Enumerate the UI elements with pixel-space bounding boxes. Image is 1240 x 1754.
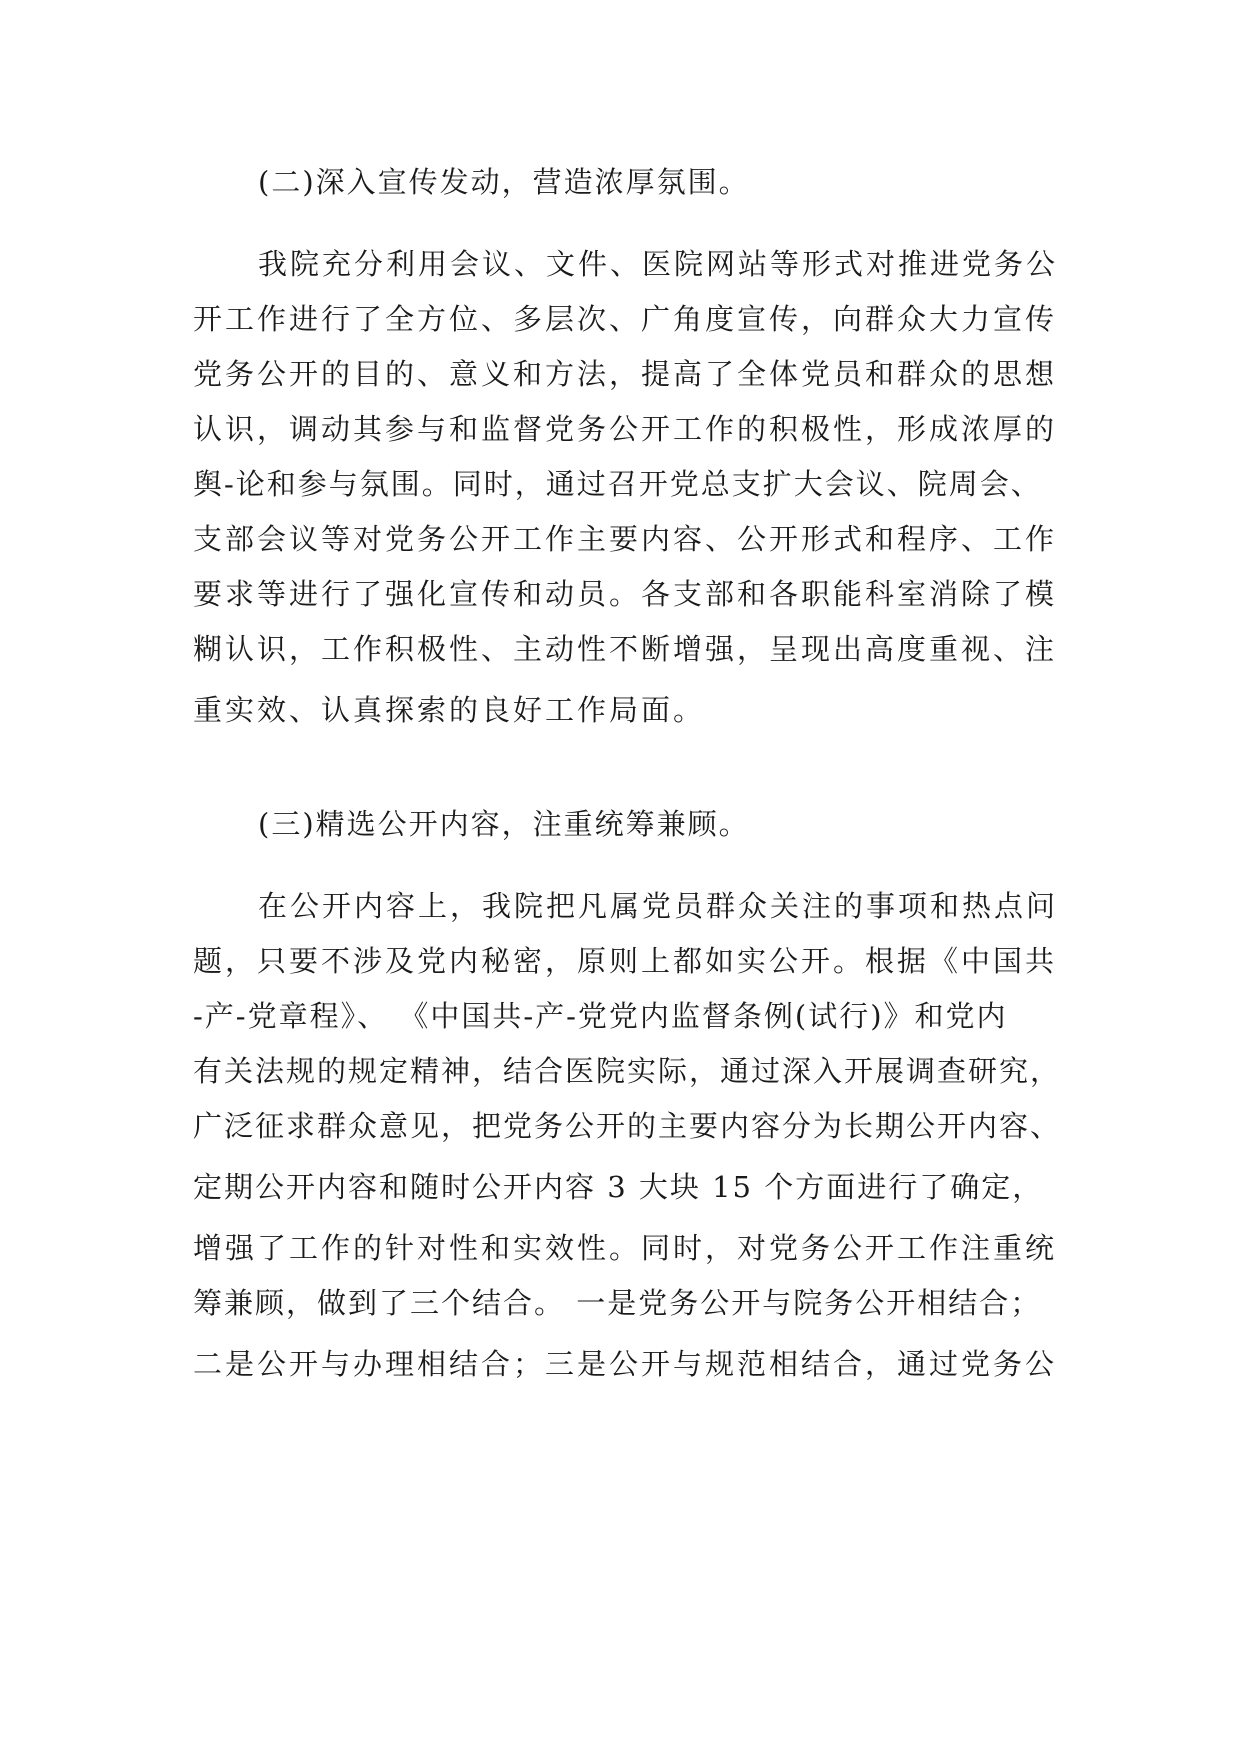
paragraph-line: 党务公开的目的、意义和方法，提高了全体党员和群众的思想 bbox=[193, 357, 1058, 391]
paragraph-line: -产-党章程》、 《中国共-产-党党内监督条例(试行)》和党内 bbox=[193, 999, 1008, 1033]
paragraph-line: 广泛征求群众意见，把党务公开的主要内容分为长期公开内容、 bbox=[193, 1109, 1062, 1143]
paragraph-line: 题，只要不涉及党内秘密，原则上都如实公开。根据《中国共 bbox=[193, 944, 1058, 978]
paragraph-line: 重实效、认真探索的良好工作局面。 bbox=[193, 693, 706, 727]
paragraph-line: 有关法规的规定精神，结合医院实际，通过深入开展调查研究， bbox=[193, 1054, 1062, 1088]
paragraph-line: 筹兼顾，做到了三个结合。 一是党务公开与院务公开相结合； bbox=[193, 1286, 1042, 1320]
paragraph-line: 舆-论和参与氛围。同时，通过召开党总支扩大会议、院周会、 bbox=[193, 467, 1042, 501]
section-heading-3: (三)精选公开内容，注重统筹兼顾。 bbox=[258, 807, 750, 841]
paragraph-line: 在公开内容上，我院把凡属党员群众关注的事项和热点问 bbox=[258, 889, 1059, 923]
paragraph-line: 我院充分利用会议、文件、医院网站等形式对推进党务公 bbox=[258, 247, 1059, 281]
paragraph-line: 糊认识，工作积极性、主动性不断增强，呈现出高度重视、注 bbox=[193, 632, 1058, 666]
section-heading-2: (二)深入宣传发动，营造浓厚氛围。 bbox=[258, 165, 750, 199]
paragraph-line: 二是公开与办理相结合；三是公开与规范相结合，通过党务公 bbox=[193, 1347, 1058, 1381]
paragraph-line: 要求等进行了强化宣传和动员。各支部和各职能科室消除了模 bbox=[193, 577, 1058, 611]
paragraph-line: 开工作进行了全方位、多层次、广角度宣传，向群众大力宣传 bbox=[193, 302, 1058, 336]
paragraph-line: 增强了工作的针对性和实效性。同时，对党务公开工作注重统 bbox=[193, 1231, 1058, 1265]
paragraph-line: 定期公开内容和随时公开内容 3 大块 15 个方面进行了确定， bbox=[193, 1170, 1044, 1204]
paragraph-line: 支部会议等对党务公开工作主要内容、公开形式和程序、工作 bbox=[193, 522, 1058, 556]
paragraph-line: 认识，调动其参与和监督党务公开工作的积极性，形成浓厚的 bbox=[193, 412, 1058, 446]
